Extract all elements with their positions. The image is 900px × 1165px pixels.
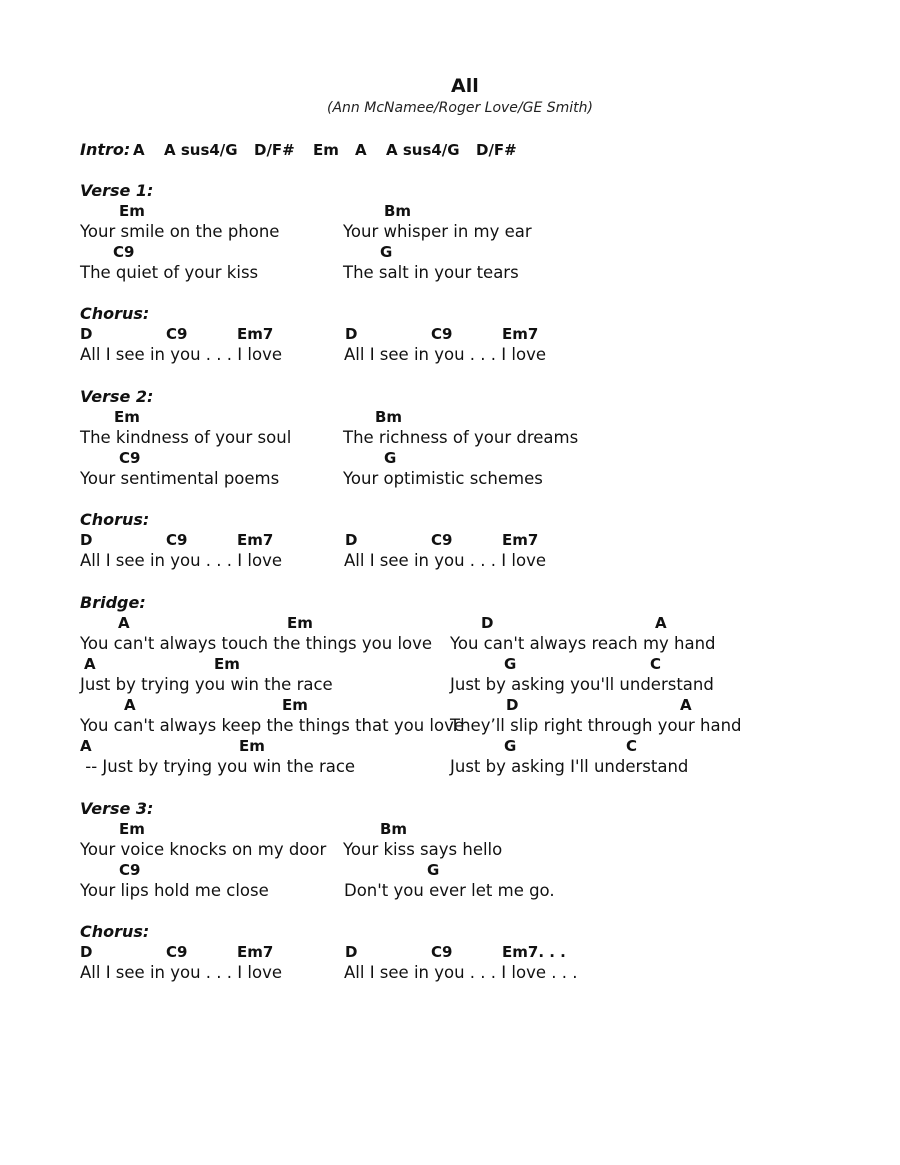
bridge-chord: Em [214,655,240,673]
bridge-chord: Em [287,614,313,632]
chorus-chord: D [345,943,358,961]
chorus-chord: C9 [166,325,188,343]
intro-chord: D/F# [254,141,295,159]
bridge-chord: A [655,614,667,632]
chorus-chord: Em7 [237,943,274,961]
bridge-chord: G [504,655,517,673]
chorus-chord: Em7 [237,531,274,549]
bridge-lyric: Just by asking I'll understand [450,757,689,776]
chorus-label: Chorus: [80,922,150,941]
verse-3-lyric: Don't you ever let me go. [344,881,555,900]
intro-chord: A [355,141,367,159]
bridge-lyric: They’ll slip right through your hand [450,716,742,735]
verse-1-chord: Bm [384,202,412,220]
bridge-chord: A [124,696,136,714]
verse-2-chord: G [384,449,397,467]
song-credits: (Ann McNamee/Roger Love/GE Smith) [327,100,594,116]
verse-1-chord: C9 [113,243,135,261]
verse-3-lyric: Your lips hold me close [80,881,269,900]
chorus-chord: D [80,943,93,961]
bridge-chord: D [481,614,494,632]
verse-1-lyric: The quiet of your kiss [80,263,259,282]
intro-chord: A sus4/G [386,141,460,159]
chorus-lyric: All I see in you . . . I love . . . [344,963,578,982]
bridge-lyric: Just by asking you'll understand [450,675,714,694]
chorus-chord: Em7 [502,325,539,343]
chorus-lyric: All I see in you . . . I love [344,345,546,364]
chorus-lyric: All I see in you . . . I love [80,551,282,570]
verse-1-label: Verse 1: [80,181,154,200]
chorus-lyric: All I see in you . . . I love [80,345,282,364]
bridge-lyric: You can't always keep the things that you love [80,716,464,735]
verse-3-lyric: Your voice knocks on my door [80,840,327,859]
bridge-chord: A [84,655,96,673]
bridge-lyric: You can't always touch the things you love [80,634,433,653]
verse-2-lyric: Your sentimental poems [80,469,280,488]
bridge-lyric: You can't always reach my hand [450,634,716,653]
bridge-lyric: -- Just by trying you win the race [80,757,356,776]
verse-3-chord: Em [119,820,145,838]
chorus-chord: C9 [166,943,188,961]
verse-1-chord: Em [119,202,145,220]
verse-3-chord: Bm [380,820,408,838]
chorus-chord: Em7 [237,325,274,343]
bridge-chord: A [118,614,130,632]
chorus-chord: D [80,325,93,343]
chorus-label: Chorus: [80,510,150,529]
intro-label: Intro: [80,140,131,159]
chorus-chord: D [80,531,93,549]
chorus-chord: C9 [166,531,188,549]
chorus-chord: D [345,325,358,343]
verse-2-chord: C9 [119,449,141,467]
bridge-chord: G [504,737,517,755]
bridge-chord: A [680,696,692,714]
chorus-chord: C9 [431,531,453,549]
bridge-chord: Em [282,696,308,714]
chorus-chord: C9 [431,325,453,343]
bridge-chord: Em [239,737,265,755]
chorus-chord: C9 [431,943,453,961]
verse-2-lyric: The richness of your dreams [343,428,579,447]
intro-chord: A [133,141,145,159]
bridge-chord: C [626,737,638,755]
verse-2-chord: Em [114,408,140,426]
bridge-chord: C [650,655,662,673]
chorus-lyric: All I see in you . . . I love [344,551,546,570]
verse-3-label: Verse 3: [80,799,154,818]
chorus-chord: Em7 [502,531,539,549]
bridge-chord: A [80,737,92,755]
intro-chord: Em [313,141,339,159]
song-title: All [451,75,479,97]
verse-2-chord: Bm [375,408,403,426]
bridge-label: Bridge: [80,593,146,612]
verse-2-lyric: The kindness of your soul [80,428,292,447]
verse-2-lyric: Your optimistic schemes [343,469,543,488]
chorus-chord: D [345,531,358,549]
chorus-label: Chorus: [80,304,150,323]
verse-3-chord: G [427,861,440,879]
verse-1-lyric: Your smile on the phone [80,222,280,241]
intro-chord: A sus4/G [164,141,238,159]
verse-3-lyric: Your kiss says hello [343,840,503,859]
verse-1-chord: G [380,243,393,261]
verse-2-label: Verse 2: [80,387,154,406]
bridge-chord: D [506,696,519,714]
verse-1-lyric: Your whisper in my ear [343,222,532,241]
verse-1-lyric: The salt in your tears [343,263,519,282]
intro-chord: D/F# [476,141,517,159]
chorus-lyric: All I see in you . . . I love [80,963,282,982]
verse-3-chord: C9 [119,861,141,879]
bridge-lyric: Just by trying you win the race [80,675,333,694]
chorus-chord: Em7. . . [502,943,566,961]
